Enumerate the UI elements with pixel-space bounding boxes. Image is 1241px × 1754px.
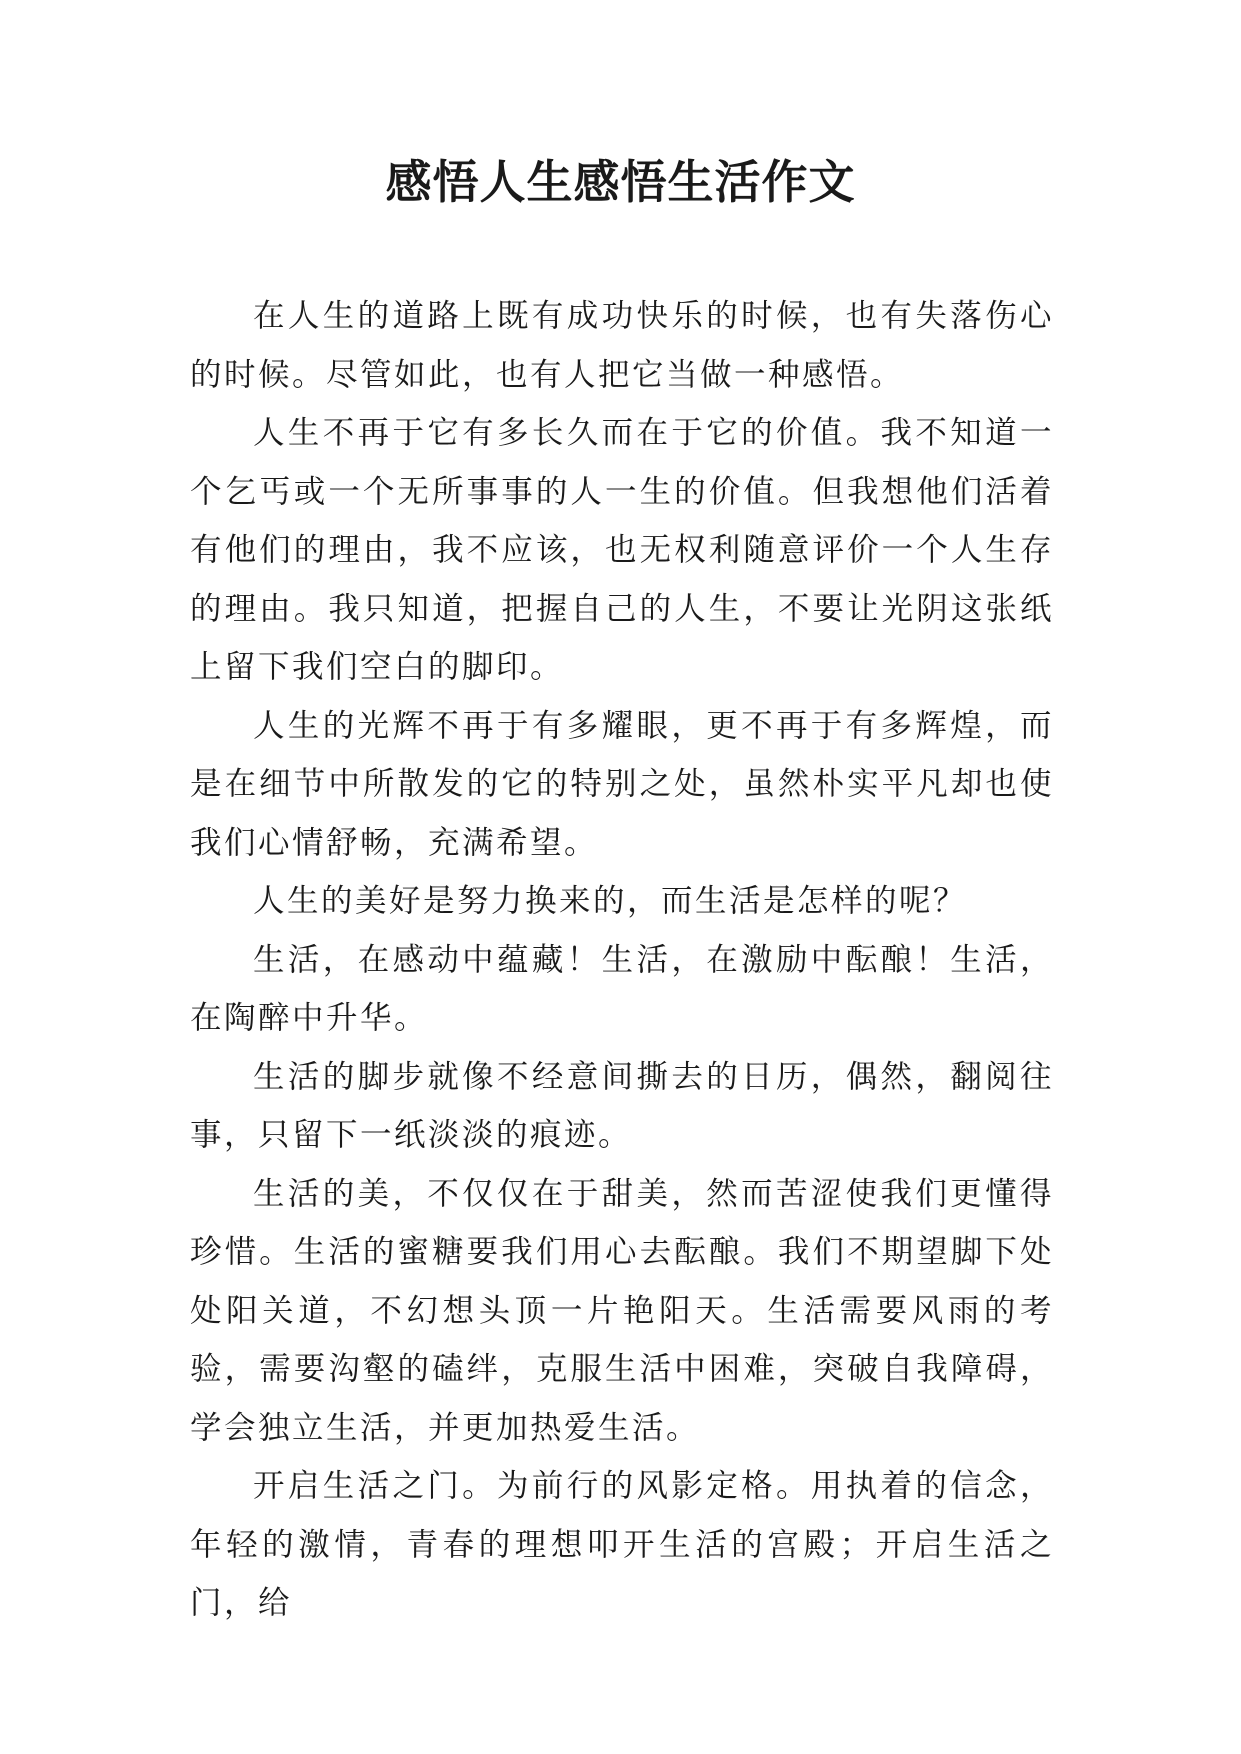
- paragraph: 开启生活之门。为前行的风影定格。用执着的信念，年轻的激情，青春的理想叩开生活的宫殿；开启生活之门，给: [190, 1468, 1054, 1621]
- paragraph: 生活的美，不仅仅在于甜美，然而苦涩使我们更懂得珍惜。生活的蜜糖要我们用心去酝酿。我们不期望脚下处处阳关道，不幻想头顶一片艳阳天。生活需要风雨的考验，需要沟壑的磕绊，克服生活中困难，突破自我障碍，学会独立生活，并更加热爱生活。: [190, 1175, 1054, 1446]
- paragraph: 人生不再于它有多长久而在于它的价值。我不知道一个乞丐或一个无所事事的人一生的价值。但我想他们活着有他们的理由，我不应该，也无权利随意评价一个人生存的理由。我只知道，把握自己的人生，不要让光阴这张纸上留下我们空白的脚印。: [190, 415, 1054, 685]
- paragraph: 人生的美好是努力换来的，而生活是怎样的呢？: [253, 883, 968, 919]
- paragraph: 生活的脚步就像不经意间撕去的日历，偶然，翻阅往事，只留下一纸淡淡的痕迹。: [190, 1058, 1054, 1153]
- document-body: [190, 287, 1054, 1633]
- paragraph: 生活，在感动中蕴藏！生活，在激励中酝酿！生活，在陶醉中升华。: [190, 941, 1054, 1036]
- paragraph: 人生的光辉不再于有多耀眼，更不再于有多辉煌，而是在细节中所散发的它的特别之处，虽然朴实平凡却也使我们心情舒畅，充满希望。: [190, 707, 1054, 861]
- document-title: 感悟人生感悟生活作文: [385, 155, 856, 209]
- paragraph: 在人生的道路上既有成功快乐的时候，也有失落伤心的时候。尽管如此，也有人把它当做一种感悟。: [190, 298, 1054, 393]
